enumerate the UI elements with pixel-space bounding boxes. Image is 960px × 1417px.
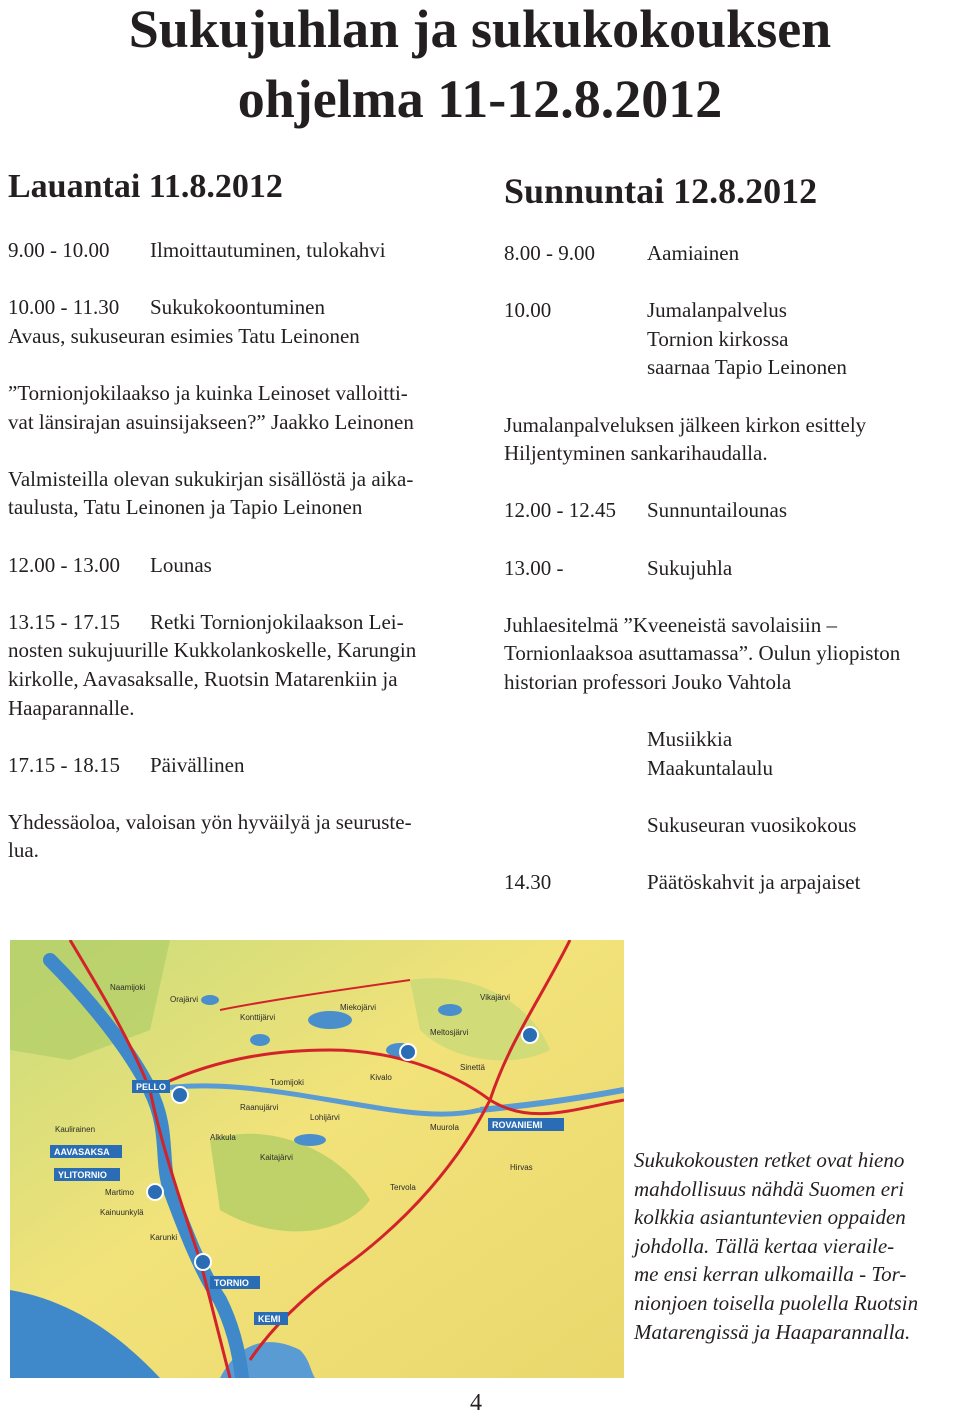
map-label: Vikajärvi [480, 993, 511, 1002]
event-time: 12.00 - 13.00 [8, 552, 120, 577]
talk-line: taulusta, Tatu Leinonen ja Tapio Leinonen [8, 495, 363, 520]
map-label-tornio: TORNIO [214, 1278, 249, 1288]
map-label: Muurola [430, 1123, 459, 1132]
event-detail: kirkolle, Aavasaksalle, Ruotsin Matarenkiin ja [8, 666, 398, 691]
map-label: Meltosjärvi [430, 1028, 469, 1037]
lecture-line: Tornionlaaksoa asuttamassa”. Oulun yliopiston [504, 641, 901, 666]
event-time: 10.00 [504, 298, 552, 323]
sunday-heading: Sunnuntai 12.8.2012 [504, 171, 818, 211]
title-line-1: Sukujuhlan ja sukukokouksen [128, 0, 832, 59]
event-time: 9.00 - 10.00 [8, 238, 110, 262]
map-label: Hirvas [510, 1163, 533, 1172]
event-detail: lua. [8, 838, 39, 863]
map-label: Kainuunkylä [100, 1208, 144, 1217]
tornio-valley-map [10, 940, 624, 1378]
sunday-event-lunch [504, 496, 954, 525]
page-title [0, 0, 960, 134]
event-text: Ilmoittautuminen, tulokahvi [150, 238, 386, 262]
sunday-event-service [504, 296, 954, 325]
map-label: Sinettä [460, 1063, 485, 1072]
map-label: Lohijärvi [310, 1113, 340, 1122]
map-label: Tervola [390, 1183, 416, 1192]
map-label: Alkkula [210, 1133, 236, 1142]
saturday-event-dinner [8, 751, 488, 780]
saturday-event-registration [8, 236, 488, 265]
saturday-program [8, 236, 488, 865]
map-label: Tuomijoki [270, 1078, 304, 1087]
event-time: 14.30 [504, 870, 552, 895]
caption-line: kolkkia asiantuntevien oppaiden [634, 1205, 906, 1230]
event-detail: Tornion kirkossa [647, 326, 789, 351]
event-text: Jumalanpalvelus [647, 298, 787, 323]
map-label-pello: PELLO [136, 1082, 167, 1092]
page-number: 4 [470, 1390, 482, 1416]
caption-line: johdolla. Tällä kertaa vieraile- [634, 1233, 895, 1258]
sunday-program [504, 239, 954, 897]
talk-line: vat länsirajan asuinsijakseen?” Jaakko Leinonen [8, 409, 414, 434]
map-label: Naamijoki [110, 983, 146, 992]
saturday-event-gathering [8, 293, 488, 322]
event-time: 13.00 - [504, 555, 564, 580]
map-label: Karunki [150, 1233, 178, 1242]
map-label-ylitornio: YLITORNIO [58, 1170, 107, 1180]
event-text: Päätöskahvit ja arpajaiset [647, 870, 861, 895]
caption-line: Matarengissä ja Haaparannalla. [634, 1319, 911, 1344]
sunday-event-celebration [504, 554, 954, 583]
saturday-heading: Lauantai 11.8.2012 [8, 168, 283, 205]
event-text: Retki Tornionjokilaakson Lei- [150, 609, 404, 634]
event-time: 12.00 - 12.45 [504, 498, 616, 523]
event-time: 13.15 - 17.15 [8, 609, 120, 634]
map-label: Kaitajärvi [260, 1153, 293, 1162]
map-label: Miekojärvi [340, 1003, 377, 1012]
lecture-line: Juhlaesitelmä ”Kveeneistä savolaisiin – [504, 612, 837, 637]
map-label: Orajärvi [170, 995, 199, 1004]
music-item: Maakuntalaulu [647, 755, 773, 780]
event-text: Sukujuhla [647, 555, 733, 580]
talk-line: ”Tornionjokilaakso ja kuinka Leinoset valloitti- [8, 380, 408, 405]
event-time: 8.00 - 9.00 [504, 241, 595, 265]
event-detail: Hiljentyminen sankarihaudalla. [504, 441, 768, 466]
event-time: 10.00 - 11.30 [8, 295, 120, 320]
saturday-event-lunch [8, 551, 488, 580]
event-text: Aamiainen [647, 241, 740, 265]
event-detail: Yhdessäoloa, valoisan yön hyväilyä ja seuruste- [8, 809, 412, 834]
lecture-line: historian professori Jouko Vahtola [504, 669, 792, 694]
caption-line: mahdollisuus nähdä Suomen eri [634, 1176, 905, 1201]
event-detail: Jumalanpalveluksen jälkeen kirkon esittely [504, 412, 867, 437]
talk-line: Valmisteilla olevan sukukirjan sisällöstä ja aika- [8, 466, 414, 491]
event-time: 17.15 - 18.15 [8, 752, 120, 777]
map-label-kemi: KEMI [258, 1314, 281, 1324]
map-label-aavasaksa: AAVASAKSA [54, 1147, 110, 1157]
event-detail: saarnaa Tapio Leinonen [647, 355, 847, 380]
event-text: Lounas [150, 552, 212, 577]
music-item: Musiikkia [647, 727, 733, 752]
event-text: Sukukokoontuminen [150, 295, 326, 320]
event-detail: nosten sukujuurille Kukkolankoskelle, Karungin [8, 638, 417, 663]
event-text: Sunnuntailounas [647, 498, 787, 523]
event-detail: Haaparannalle. [8, 695, 135, 720]
sunday-event-coffee [504, 868, 954, 897]
map-label: Raanujärvi [240, 1103, 279, 1112]
sunday-event-breakfast [504, 239, 954, 268]
map-label: Konttijärvi [240, 1013, 276, 1022]
map-caption [634, 1146, 956, 1346]
caption-line: Sukukokousten retket ovat hieno [634, 1148, 905, 1172]
saturday-event-trip [8, 608, 488, 637]
meeting-item: Sukuseuran vuosikokous [647, 812, 857, 837]
event-detail: Avaus, sukuseuran esimies Tatu Leinonen [8, 323, 360, 348]
map-label: Kaulirainen [55, 1125, 96, 1134]
title-line-2: ohjelma 11-12.8.2012 [237, 69, 723, 129]
map-label: Kivalo [370, 1073, 392, 1082]
caption-line: nionjoen toisella puolella Ruotsin [634, 1290, 919, 1315]
event-text: Päivällinen [150, 752, 245, 777]
map-label: Martimo [105, 1188, 134, 1197]
map-label-rovaniemi: ROVANIEMI [492, 1120, 543, 1130]
caption-line: me ensi kerran ulkomailla - Tor- [634, 1262, 907, 1287]
